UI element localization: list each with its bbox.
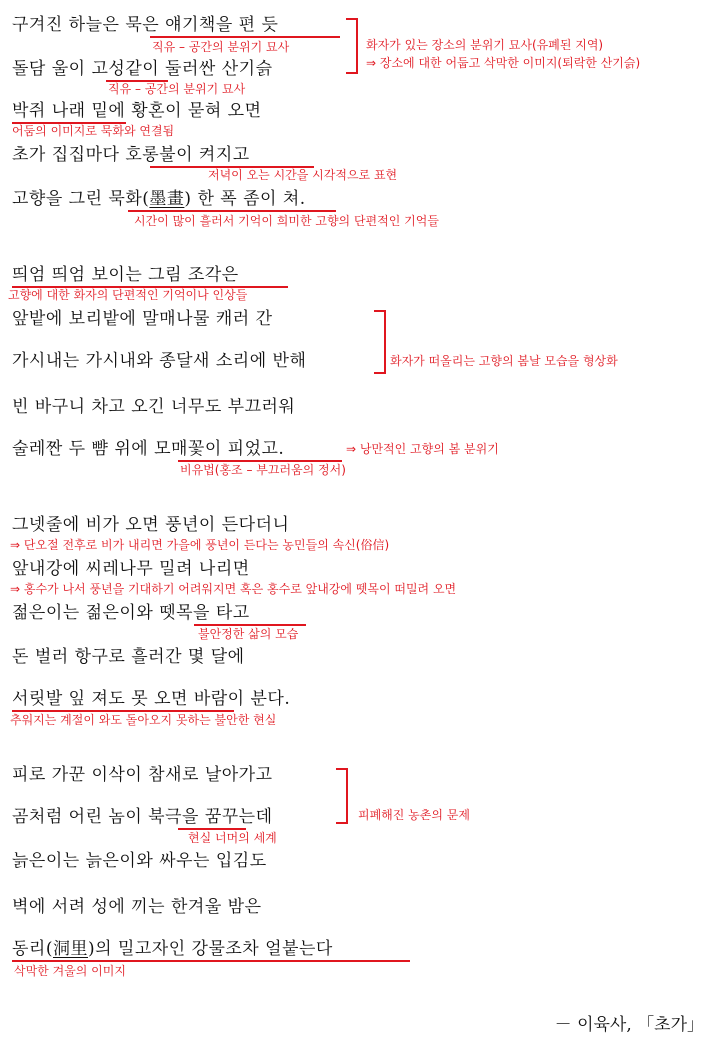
- annotation-3-3: 불안정한 삶의 모습: [198, 627, 299, 641]
- underline-1-1: [150, 36, 340, 38]
- poem-line-3-1: 그넷줄에 비가 오면 풍년이 든다더니: [12, 515, 290, 535]
- poem-line-1-1: 구겨진 하늘은 묵은 얘기책을 편 듯: [12, 15, 279, 35]
- annotation-1-2: 직유 – 공간의 분위기 묘사: [108, 82, 246, 96]
- underline-3-5: [12, 710, 234, 712]
- underline-4-2: [178, 828, 246, 830]
- annotation-3-5: 추워지는 계절이 와도 돌아오지 못하는 불안한 현실: [10, 713, 277, 727]
- poem-line-1-4: 초가 집집마다 호롱불이 켜지고: [12, 145, 250, 165]
- annotation-1-1: 직유 – 공간의 분위기 묘사: [152, 40, 290, 54]
- annotation-2-1: 고향에 대한 화자의 단편적인 기억이나 인상들: [8, 288, 248, 302]
- annotation-3-1: ⇒ 단오절 전후로 비가 내리면 가을에 풍년이 든다는 농민들의 속신(俗信): [10, 538, 390, 552]
- annotation-1-5: 시간이 많이 흘러서 기억이 희미한 고향의 단편적인 기억들: [134, 214, 439, 228]
- underline-4-5: [12, 960, 410, 962]
- poem-line-4-1: 피로 가꾼 이삭이 참새로 날아가고: [12, 765, 273, 785]
- underline-1-5: [128, 210, 336, 212]
- bracket-note-2: 화자가 떠올리는 고향의 봄날 모습을 형상화: [390, 354, 618, 368]
- bracket-note-1b: ⇒ 장소에 대한 어둡고 삭막한 이미지(퇴락한 산기슭): [366, 56, 641, 70]
- poem-line-2-2: 앞밭에 보리밭에 말매나물 캐러 간: [12, 309, 273, 329]
- annotation-4-5: 삭막한 겨울의 이미지: [14, 964, 126, 978]
- underline-3-3: [194, 624, 306, 626]
- poem-line-2-3: 가시내는 가시내와 종달새 소리에 반해: [12, 351, 307, 371]
- poem-line-1-3: 박쥐 나래 밑에 황혼이 묻혀 오면: [12, 101, 262, 121]
- bracket-1: [346, 18, 358, 74]
- poem-line-4-5: 동리(洞里)의 밀고자인 강물조차 얼붙는다: [12, 939, 333, 959]
- bracket-note-1a: 화자가 있는 장소의 분위기 묘사(유폐된 지역): [366, 38, 604, 52]
- annotation-2-5: 비유법(홍조 – 부끄러움의 정서): [180, 463, 346, 477]
- poem-line-2-5: 술레짠 두 뺨 위에 모매꽃이 피었고.: [12, 439, 285, 459]
- poem-line-2-4: 빈 바구니 차고 오긴 너무도 부끄러워: [12, 397, 296, 417]
- poem-line-3-4: 돈 벌러 항구로 흘러간 몇 달에: [12, 647, 245, 667]
- poem-line-4-4: 벽에 서려 성에 끼는 한겨울 밤은: [12, 897, 262, 917]
- bracket-note-4: 피폐해진 농촌의 문제: [358, 808, 470, 822]
- annotation-4-2: 현실 너머의 세계: [188, 831, 277, 845]
- annotation-1-4: 저녁이 오는 시간을 시각적으로 표현: [208, 168, 398, 182]
- poem-line-2-1: 띄엄 띄엄 보이는 그림 조각은: [12, 265, 239, 285]
- annotation-2-5-arrow: ⇒ 낭만적인 고향의 봄 분위기: [346, 442, 499, 456]
- hanja-mukhwa: 墨畫: [149, 189, 185, 209]
- annotation-1-3: 어둠의 이미지로 묵화와 연결됨: [12, 124, 175, 138]
- poem-line-1-2: 돌담 울이 고성같이 둘러싼 산기슭: [12, 59, 273, 79]
- bracket-2: [374, 310, 386, 374]
- poem-line-4-2: 곰처럼 어린 놈이 북극을 꿈꾸는데: [12, 807, 273, 827]
- poem-line-4-3: 늙은이는 늙은이와 싸우는 입김도: [12, 851, 267, 871]
- hanja-dongri: 洞里: [52, 939, 88, 959]
- poem-source: － 이육사, 「초가」: [554, 1015, 704, 1035]
- poem-line-3-5: 서릿발 잎 져도 못 오면 바람이 분다.: [12, 689, 291, 709]
- annotation-3-2: ⇒ 홍수가 나서 풍년을 기대하기 어려워지면 혹은 홍수로 앞내강에 뗏목이 떠밀려 오면: [10, 582, 457, 596]
- poem-line-1-5: 고향을 그린 묵화(墨畫) 한 폭 좀이 쳐.: [12, 189, 306, 209]
- poem-line-3-3: 젊은이는 젊은이와 뗏목을 타고: [12, 603, 250, 623]
- poem-line-3-2: 앞내강에 씨레나무 밀려 나리면: [12, 559, 250, 579]
- bracket-4: [336, 768, 348, 824]
- underline-2-5: [178, 460, 342, 462]
